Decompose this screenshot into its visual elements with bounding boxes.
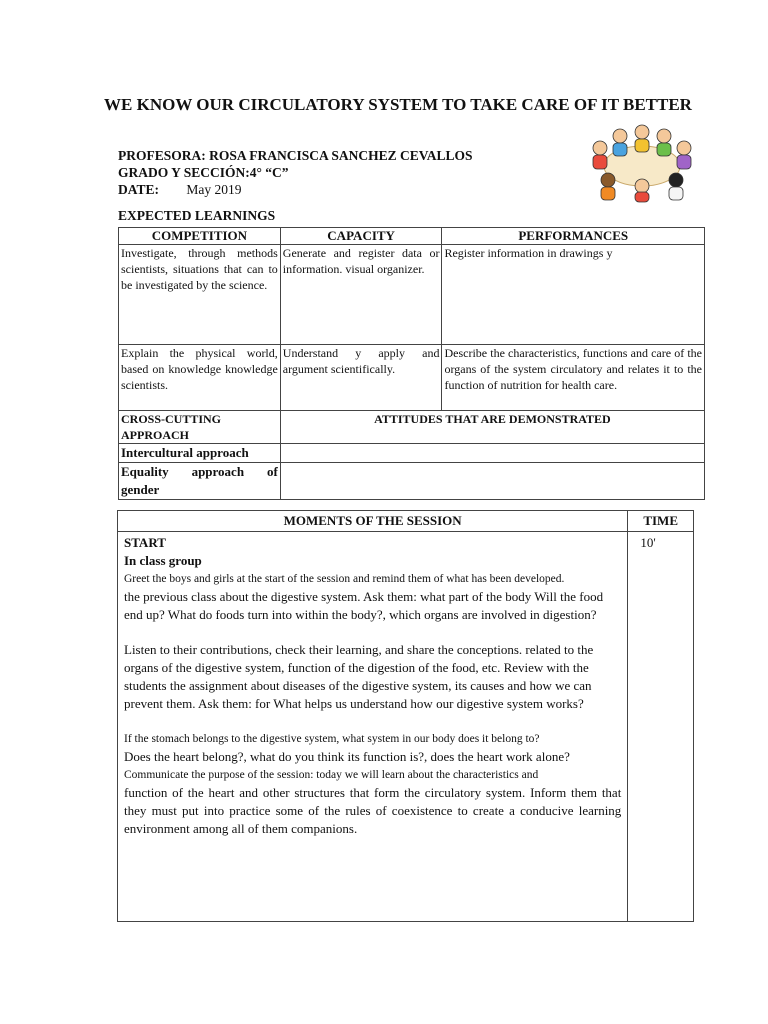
paragraph: Listen to their contributions, check their learning, and share the conceptions. related to the organs of the digestive system, function of the digestion of the food, etc. Review with the students the assignment about diseases of the digestive system, its causes and how we can prevent them. Ask them: for What helps us understand how our digestive system works? [124, 642, 594, 711]
paragraph: the previous class about the digestive system. Ask them: what part of the body Will the food end up? What do foods turn into within the body?, which organs are involved in digestion? [124, 589, 604, 622]
document-title: WE KNOW OUR CIRCULATORY SYSTEM TO TAKE CARE OF IT BETTER [104, 95, 692, 114]
column-header: CAPACITY [280, 228, 442, 245]
children-circle-illustration [580, 118, 703, 203]
session-content-cell [118, 532, 628, 922]
table-header-row [118, 511, 694, 532]
start-label: START [124, 535, 166, 550]
column-header: PERFORMANCES [442, 228, 705, 245]
table-row [119, 345, 705, 411]
table-row [118, 532, 694, 922]
session-table [117, 510, 694, 922]
grade-section: GRADO Y SECCIÓN:4° “C” [118, 165, 289, 180]
learnings-table [118, 227, 705, 500]
table-header-row [119, 228, 705, 245]
performance-cell: Register information in drawings y [442, 245, 705, 345]
table-row [119, 463, 705, 500]
table-row [119, 245, 705, 345]
purpose-text: Communicate the purpose of the session: today we will learn about the characteristics and [124, 769, 539, 781]
date-line [118, 181, 242, 198]
approach-cell: Intercultural approach [119, 444, 281, 463]
moments-header: MOMENTS OF THE SESSION [118, 511, 628, 532]
table-row [119, 411, 705, 444]
capacity-cell: Understand y apply and argument scientifically. [280, 345, 442, 411]
column-header: COMPETITION [119, 228, 281, 245]
date-label: DATE: [118, 182, 160, 197]
cross-cutting-label: CROSS-CUTTING APPROACH [119, 411, 281, 444]
expected-learnings-heading: EXPECTED LEARNINGS [118, 208, 276, 223]
competition-cell: Investigate, through methods scientists, situations that can to be investigated by the science. [119, 245, 281, 345]
time-header: TIME [628, 511, 694, 532]
greet-text: Greet the boys and girls at the start of the session and remind them of what has been developed. [124, 573, 565, 585]
paragraph: function of the heart and other structures that form the circulatory system. Inform them that they must put into practice some of the rules of coexistence to create a conducive learning environment among all of them companions. [124, 785, 622, 836]
competition-cell: Explain the physical world, based on knowledge knowledge scientists. [119, 345, 281, 411]
table-row [119, 444, 705, 463]
approach-cell: Equality approach of gender [119, 463, 281, 500]
question-text: Does the heart belong?, what do you think its function is?, does the heart work alone? [124, 749, 570, 764]
attitudes-label: ATTITUDES THAT ARE DEMONSTRATED [280, 411, 704, 444]
group-label: In class group [124, 553, 202, 568]
performance-cell: Describe the characteristics, functions and care of the organs of the system circulatory and relates it to the function of nutrition for health care. [442, 345, 705, 411]
date-value: May 2019 [186, 182, 242, 197]
attitude-cell [280, 444, 704, 463]
time-cell: 10' [628, 532, 694, 922]
question-text: If the stomach belongs to the digestive system, what system in our body does it belong to? [124, 733, 540, 745]
attitude-cell [280, 463, 704, 500]
teacher-name: PROFESORA: ROSA FRANCISCA SANCHEZ CEVALLOS [118, 148, 473, 163]
capacity-cell: Generate and register data or information. visual organizer. [280, 245, 442, 345]
